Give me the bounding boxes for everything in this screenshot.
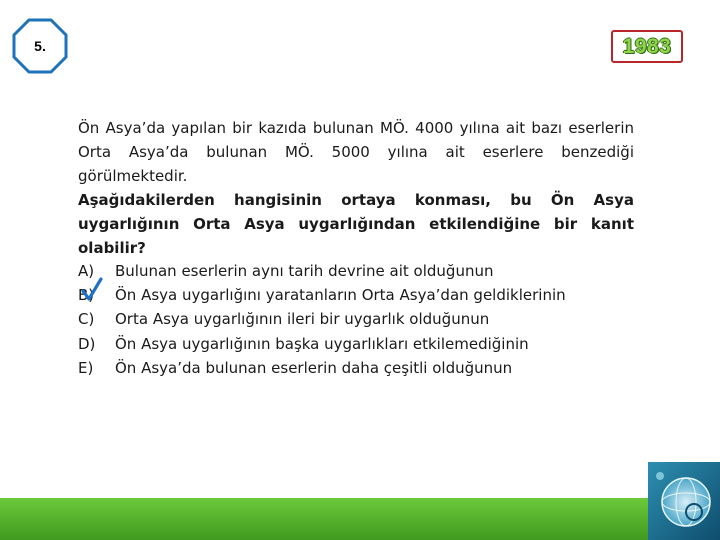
question-number-badge bbox=[12, 18, 68, 74]
option-d[interactable] bbox=[78, 332, 678, 356]
option-letter: D) bbox=[78, 334, 96, 353]
option-letter: E) bbox=[78, 358, 94, 377]
option-text: Bulunan eserlerin aynı tarih devrine ait olduğunun bbox=[115, 262, 494, 280]
option-c[interactable] bbox=[78, 307, 678, 331]
globe-decoration-icon bbox=[648, 462, 720, 540]
answer-options bbox=[78, 259, 678, 380]
option-text: Ön Asya uygarlığını yaratanların Orta Asya’dan geldiklerinin bbox=[115, 286, 566, 305]
question-number: 5. bbox=[34, 38, 46, 54]
option-text: Orta Asya uygarlığının ileri bir uygarlık olduğunun bbox=[115, 310, 490, 329]
option-a[interactable] bbox=[78, 259, 678, 283]
footer-bar bbox=[0, 498, 720, 540]
year-label: 1983 bbox=[622, 34, 672, 58]
option-text: Ön Asya uygarlığının başka uygarlıkları etkilemediğinin bbox=[115, 334, 529, 353]
checkmark-icon bbox=[81, 276, 103, 302]
question-ask: Aşağıdakilerden hangisinin ortaya konması, bu Ön Asya uygarlığının Orta Asya uygarlığından etkilendiğine bir kanıt olabilir? bbox=[78, 191, 634, 257]
option-text: Ön Asya’da bulunan eserlerin daha çeşitli olduğunun bbox=[115, 358, 513, 377]
option-letter: C) bbox=[78, 310, 95, 329]
option-letter: B) bbox=[78, 286, 95, 305]
option-b[interactable] bbox=[78, 283, 678, 307]
stem-text: Ön Asya’da yapılan bir kazıda bulunan MÖ. 4000 yılına ait bazı eserlerin Orta Asya’da bulunan MÖ. 5000 yılına ait eserlere benzediği görülmektedir. bbox=[78, 119, 634, 185]
question-stem bbox=[78, 116, 634, 260]
option-letter: A) bbox=[78, 262, 95, 280]
year-badge bbox=[611, 30, 683, 63]
option-e[interactable] bbox=[78, 356, 678, 380]
